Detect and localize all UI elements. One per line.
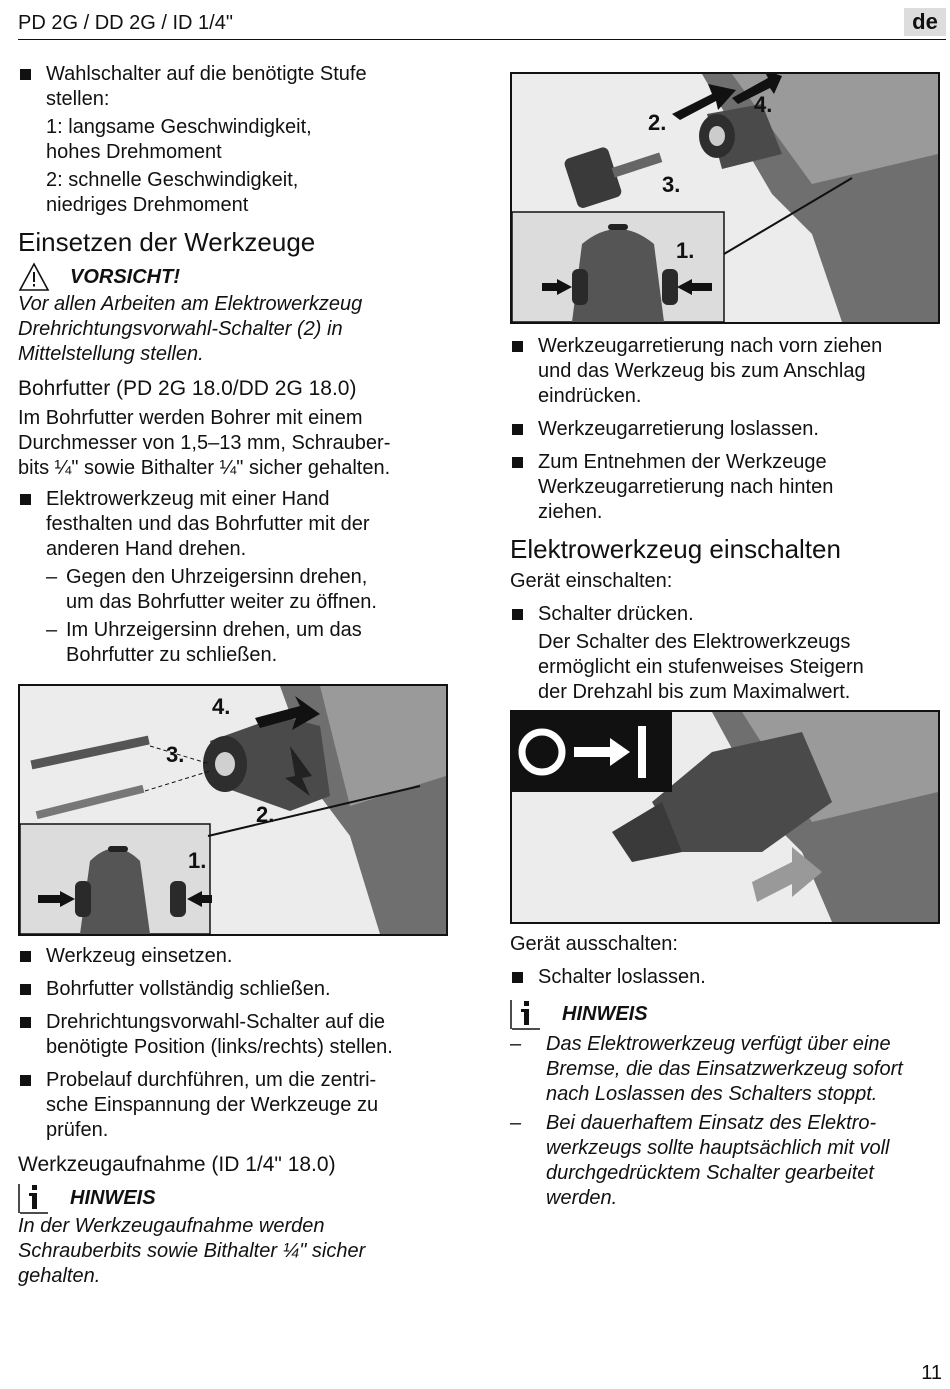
language-badge: de [904,8,946,36]
bullet-remove-tools: Zum Entnehmen der Werkzeuge Werkzeugarretierung nach hinten ziehen. [510,450,940,525]
warning-triangle-icon [18,262,50,292]
bullet-pull-lock: Werkzeugarretierung nach vorn ziehen und das Werkzeug bis zum Anschlag eindrücken. [510,334,940,409]
fig1-step-4: 4. [212,694,231,719]
bullet-insert-tool: Werkzeug einsetzen. [18,944,450,969]
left-column-bottom [18,944,450,1289]
heading-insert-tools: Einsetzen der Werkzeuge [18,227,316,257]
fig2-step-2: 2. [648,110,667,135]
header-title: PD 2G / DD 2G / ID 1/4" [18,12,233,34]
bullet-direction-switch: Drehrichtungsvorwahl-Schalter auf die benötigte Position (links/rechts) stellen. [18,1010,450,1060]
bullet-press-switch: Schalter drücken. Der Schalter des Elektrowerkzeugs ermöglicht ein stufenweises Steigern der Drehzahl bis zum Maximalwert. [510,602,940,705]
bullet-test-run: Probelauf durchführen, um die zentri- sche Einspannung der Werkzeuge zu prüfen. [18,1068,450,1143]
switch-on-illustration [512,712,938,922]
bullet-selector-switch: Wahlschalter auf die benötigte Stufe stellen: 1: langsame Geschwindigkeit, hohes Drehmoment 2: schnelle Geschwindigkeit, niedriges Drehmoment [18,62,448,218]
figure-tool-holder [510,72,940,324]
info-icon [18,1182,50,1214]
heading-tool-holder: Werkzeugaufnahme (ID 1/4" 18.0) [18,1153,336,1176]
figure-drill-chuck [18,684,448,936]
left-column-top [18,62,448,668]
note-brake: – Das Elektrowerkzeug verfügt über eine Bremse, die das Einsatzwerkzeug sofort nach Loslassen des Schalters stoppt. [510,1032,940,1107]
bullet-close-chuck: Bohrfutter vollständig schließen. [18,977,450,1002]
dash-clockwise: – Im Uhrzeigersinn drehen, um das Bohrfutter zu schließen. [18,618,448,668]
right-column-middle [510,334,940,713]
dash-counterclockwise: – Gegen den Uhrzeigersinn drehen, um das Bohrfutter weiter zu öffnen. [18,565,448,615]
fig2-step-4: 4. [754,92,773,117]
note-continuous-use: – Bei dauerhaftem Einsatz des Elektro- werkzeugs sollte hauptsächlich mit voll durchgedrücktem Schalter gearbeitet werden. [510,1111,940,1211]
info-icon [510,998,542,1030]
fig1-step-3: 3. [166,742,185,767]
bullet-hold-tool: Elektrowerkzeug mit einer Hand festhalten und das Bohrfutter mit der anderen Hand drehen. [18,487,448,562]
note-heading-right: HINWEIS [510,998,940,1030]
fig1-step-1: 1. [188,848,207,873]
drill-chuck-illustration [20,686,446,934]
switch-on-intro: Gerät einschalten: [510,570,673,592]
heading-switch-on: Elektrowerkzeug einschalten [510,534,841,564]
fig1-step-2: 2. [256,802,275,827]
chuck-paragraph: Im Bohrfutter werden Bohrer mit einem Durchmesser von 1,5–13 mm, Schrauber- bits ¼" sowie Bithalter ¼" sicher gehalten. [18,407,391,479]
note-text-left: In der Werkzeugaufnahme werden Schrauberbits sowie Bithalter ¼" sicher gehalten. [18,1215,366,1287]
warning-text: Vor allen Arbeiten am Elektrowerkzeug Drehrichtungsvorwahl-Schalter (2) in Mittelstellung stellen. [18,293,363,365]
page-header [18,8,946,40]
right-column-bottom [510,932,940,1215]
fig2-step-3: 3. [662,172,681,197]
bullet-release-lock: Werkzeugarretierung loslassen. [510,417,940,442]
page-number: 11 [921,1362,942,1384]
tool-holder-illustration [512,74,938,322]
switch-off-intro: Gerät ausschalten: [510,933,678,955]
bullet-release-switch: Schalter loslassen. [510,965,940,990]
figure-switch-on [510,710,940,924]
note-heading-left: HINWEIS [18,1182,450,1214]
fig2-step-1: 1. [676,238,695,263]
warning-heading: VORSICHT! [18,262,448,292]
heading-chuck: Bohrfutter (PD 2G 18.0/DD 2G 18.0) [18,377,357,400]
